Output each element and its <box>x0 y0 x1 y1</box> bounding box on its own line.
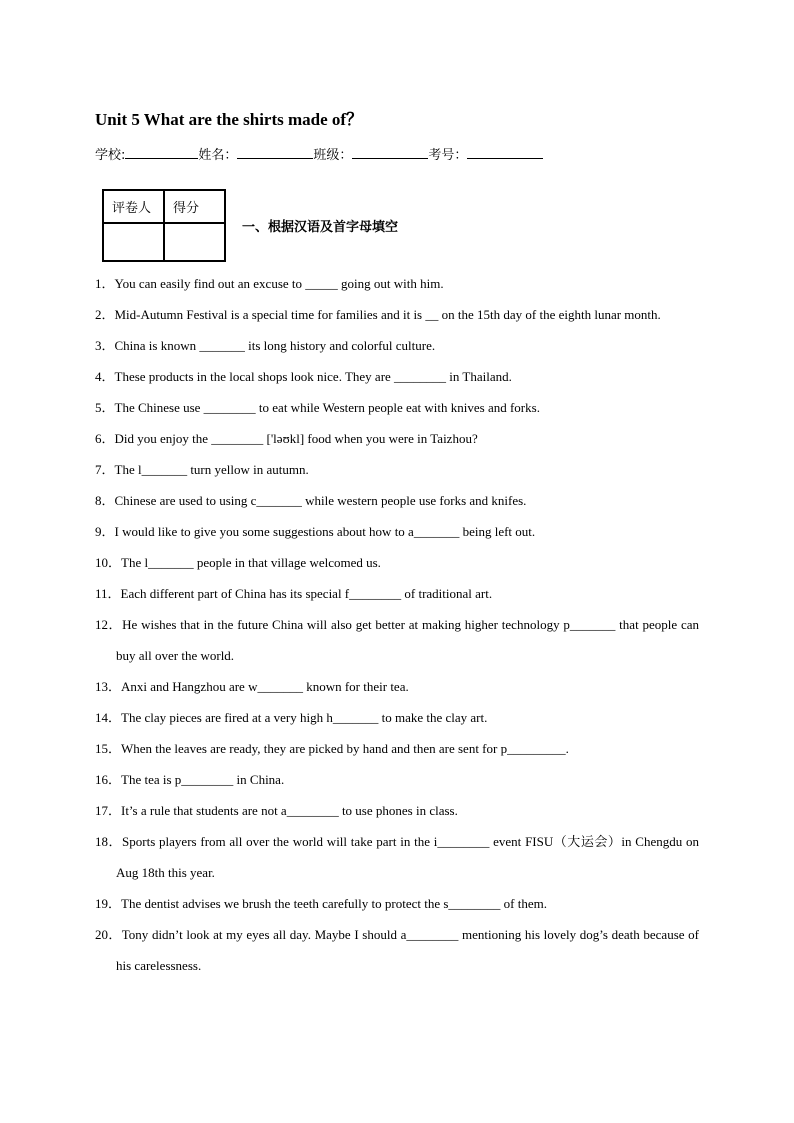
section-title: 一、根据汉语及首字母填空 <box>242 220 399 235</box>
question-15: 15．When the leaves are ready, they are picked by hand and then are sent for p_________. <box>95 741 569 756</box>
exam-number-blank[interactable] <box>467 145 543 159</box>
question-10: 10．The l_______ people in that village welcomed us. <box>95 555 381 570</box>
exam-number-label: 考号： <box>428 148 468 163</box>
question-2: 2．Mid-Autumn Festival is a special time for families and it is __ on the 15th day of the eighth lunar month. <box>95 307 661 322</box>
question-list <box>95 268 699 981</box>
question-8: 8．Chinese are used to using c_______ while western people use forks and knifes. <box>95 493 527 508</box>
school-blank[interactable] <box>125 145 198 159</box>
question-11: 11．Each different part of China has its special f________ of traditional art. <box>95 586 493 601</box>
score-cell <box>164 223 225 261</box>
question-20: 20．Tony didn’t look at my eyes all day. Maybe I should a________ mentioning his lovely dog’s death because of his carelessness. <box>95 927 699 973</box>
question-18: 18．Sports players from all over the world will take part in the i________ event FISU（大运会）in Chengdu on Aug 18th this year. <box>95 834 699 880</box>
student-info-line <box>95 144 543 163</box>
score-table <box>102 189 226 262</box>
question-17: 17．It’s a rule that students are not a________ to use phones in class. <box>95 803 458 818</box>
name-label: 姓名： <box>198 148 238 163</box>
question-7: 7．The l_______ turn yellow in autumn. <box>95 462 309 477</box>
question-19: 19．The dentist advises we brush the teeth carefully to protect the s________ of them. <box>95 896 547 911</box>
question-14: 14．The clay pieces are fired at a very high h_______ to make the clay art. <box>95 710 488 725</box>
question-4: 4．These products in the local shops look nice. They are ________ in Thailand. <box>95 369 512 384</box>
question-3: 3．China is known _______ its long history and colorful culture. <box>95 338 436 353</box>
question-1: 1．You can easily find out an excuse to _____ going out with him. <box>95 276 444 291</box>
grader-header: 评卷人 <box>103 190 164 223</box>
class-label: 班级： <box>313 148 353 163</box>
question-12: 12．He wishes that in the future China will also get better at making higher technology p_______ that people can buy all over the world. <box>95 617 699 663</box>
grader-cell <box>103 223 164 261</box>
name-blank[interactable] <box>237 145 313 159</box>
question-16: 16．The tea is p________ in China. <box>95 772 285 787</box>
question-13: 13．Anxi and Hangzhou are w_______ known for their tea. <box>95 679 409 694</box>
school-label: 学校: <box>95 148 126 163</box>
question-6: 6．Did you enjoy the ________ ['ləʊkl] food when you were in Taizhou? <box>95 431 478 446</box>
page-title: Unit 5 What are the shirts made of？ <box>95 110 364 129</box>
score-header: 得分 <box>164 190 225 223</box>
question-9: 9．I would like to give you some suggestions about how to a_______ being left out. <box>95 524 536 539</box>
question-5: 5．The Chinese use ________ to eat while Western people eat with knives and forks. <box>95 400 540 415</box>
class-blank[interactable] <box>352 145 428 159</box>
